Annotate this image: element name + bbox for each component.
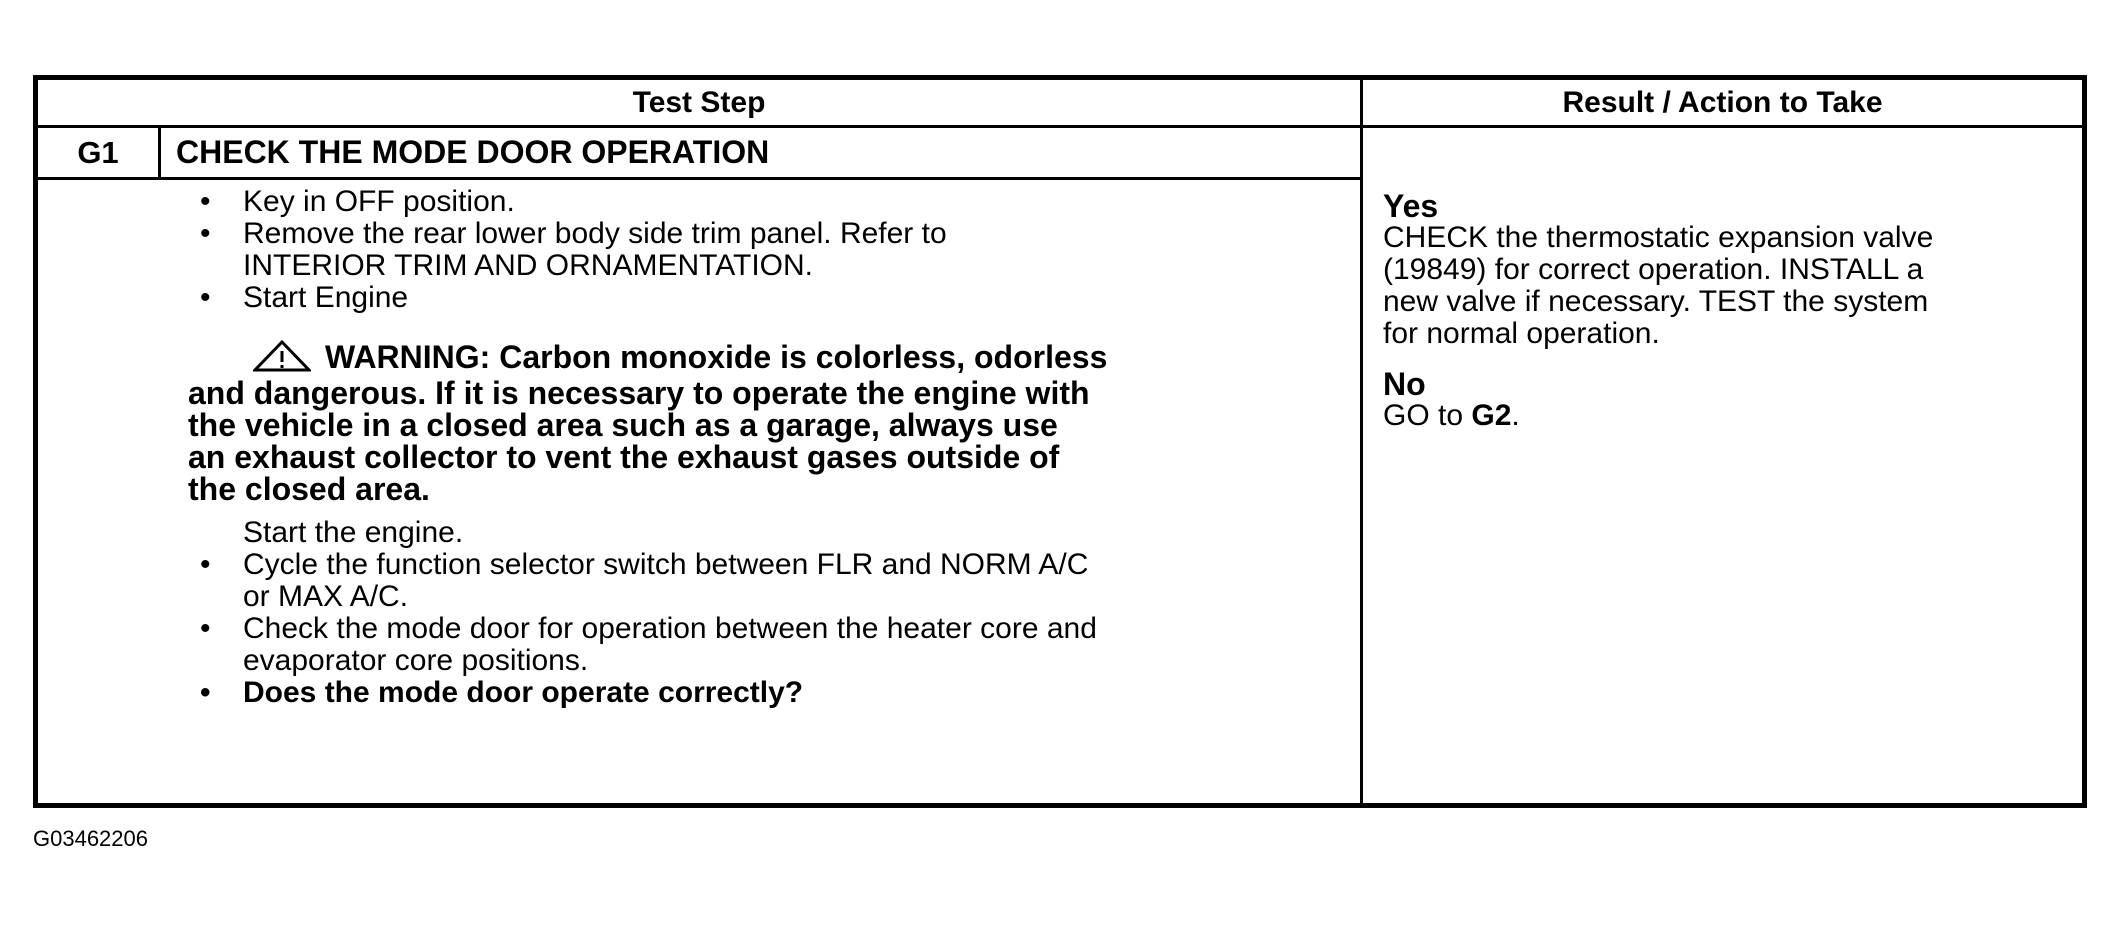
step-id-divider [158,125,161,177]
step-id: G1 [77,134,119,170]
result-action-body [1383,190,2073,432]
warning-line-5: the closed area. [188,471,430,507]
result-yes-line-1: CHECK the thermostatic expansion valve [1383,221,1934,254]
step-item-check-mode-door: • Check the mode door for operation between the heater core and evaporator core positions. [188,613,1348,677]
test-step-body [188,186,1348,709]
warning-block [188,340,1348,505]
result-no-label: No [1383,366,1426,402]
remove-trim-reference: INTERIOR TRIM AND ORNAMENTATION. [243,249,814,282]
warning-triangle-icon [253,340,311,377]
column-divider [1360,80,1363,803]
figure-id: G03462206 [33,826,148,851]
step-item-cycle-selector: • Cycle the function selector switch between FLR and NORM A/C or MAX A/C. [188,549,1348,613]
result-yes-line-4: for normal operation. [1383,317,1660,350]
result-no-action: GO to G2. [1383,399,1520,432]
step-item-question: • Does the mode door operate correctly? [188,677,1348,709]
result-no-target-link[interactable]: G2 [1471,399,1512,432]
remove-trim-text: • Remove the rear lower body side trim panel. Refer to [243,217,947,250]
step-item-start-engine: • Start Engine [188,282,1348,314]
step-title-divider [38,177,1360,180]
warning-line-3: the vehicle in a closed area such as a garage, always use [188,407,1058,443]
step-start-the-engine: Start the engine. [243,516,464,549]
warning-line-1: WARNING: Carbon monoxide is colorless, odorless [325,339,1108,375]
result-yes-line-3: new valve if necessary. TEST the system [1383,285,1929,318]
header-test-step: Test Step [632,85,766,119]
header-result-action: Result / Action to Take [1562,85,1883,119]
result-yes-line-2: (19849) for correct operation. INSTALL a [1383,253,1924,286]
result-yes-label: Yes [1383,188,1439,224]
test-step-table [33,75,2087,808]
step-title: CHECK THE MODE DOOR OPERATION [176,134,770,170]
step-item-remove-trim [188,218,1348,282]
warning-line-2: and dangerous. If it is necessary to operate the engine with [188,375,1090,411]
warning-line-4: an exhaust collector to vent the exhaust gases outside of [188,439,1060,475]
step-item-key-off: • Key in OFF position. [188,186,1348,218]
